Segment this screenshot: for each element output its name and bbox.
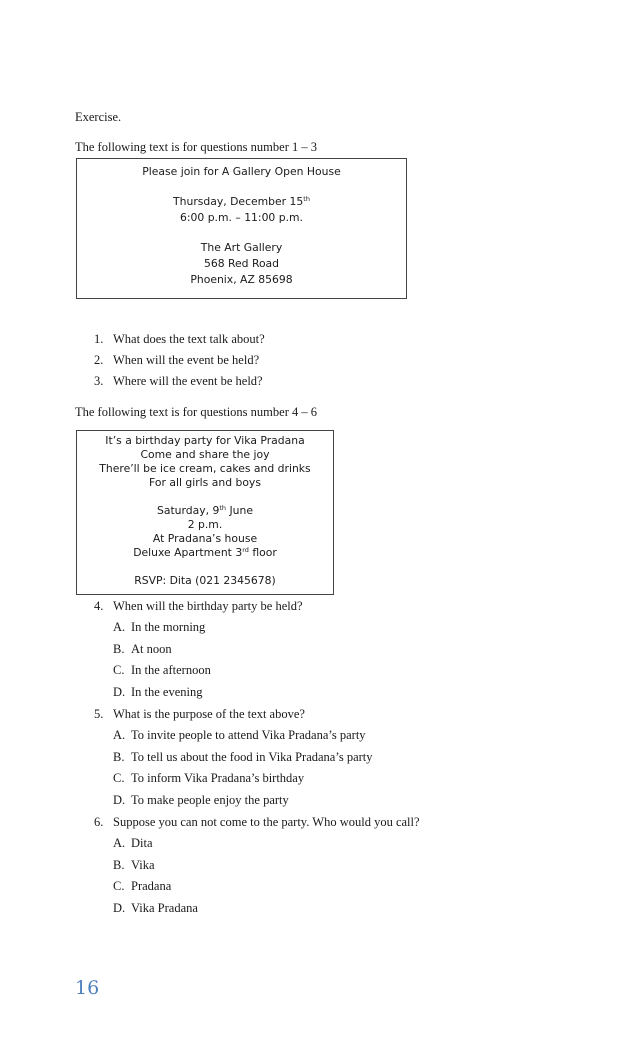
option-text: Pradana [131, 879, 172, 893]
invite-apartment: Deluxe Apartment 3rd floor [133, 546, 277, 559]
option-text: To make people enjoy the party [131, 793, 289, 807]
invite-rsvp: RSVP: Dita (021 2345678) [134, 574, 276, 587]
section1-intro: The following text is for questions number 1 – 3 [75, 140, 317, 154]
option-text: In the evening [131, 685, 203, 699]
notice-invite-line: Please join for A Gallery Open House [142, 165, 341, 178]
question-text: What does the text talk about? [113, 332, 265, 346]
option-letter: C. [113, 663, 125, 677]
question-item: 2. [94, 353, 104, 367]
option-letter: B. [113, 642, 125, 656]
option-letter: D. [113, 793, 126, 807]
invite-line-4: For all girls and boys [149, 476, 261, 489]
option-text: In the afternoon [131, 663, 211, 677]
option-letter: A. [113, 728, 126, 742]
option-letter: C. [113, 879, 125, 893]
invite-place: At Pradana’s house [152, 532, 258, 545]
option-letter: D. [113, 901, 126, 915]
notice-city: Phoenix, AZ 85698 [190, 273, 293, 286]
question-text: When will the event be held? [113, 353, 260, 367]
question-text: Where will the event be held? [113, 374, 263, 388]
question-text: When will the birthday party be held? [113, 599, 303, 613]
question-text: Suppose you can not come to the party. Who would you call? [113, 815, 420, 829]
invite-line-1: It’s a birthday party for Vika Pradana [105, 434, 305, 447]
option-text: Dita [131, 836, 153, 850]
option-letter: D. [113, 685, 126, 699]
gallery-notice-box [76, 158, 407, 299]
option-text: Vika Pradana [131, 901, 198, 915]
question-number: 5. [94, 707, 104, 721]
option-letter: C. [113, 771, 125, 785]
question-item: 1. [94, 332, 104, 346]
question-number: 6. [94, 815, 104, 829]
option-letter: A. [113, 836, 126, 850]
option-text: To inform Vika Pradana’s birthday [131, 771, 305, 785]
option-letter: A. [113, 620, 126, 634]
option-letter: B. [113, 858, 125, 872]
option-text: To tell us about the food in Vika Pradana’s party [131, 750, 373, 764]
birthday-invite-box [76, 430, 334, 595]
invite-time: 2 p.m. [187, 518, 223, 531]
notice-time: 6:00 p.m. – 11:00 p.m. [180, 211, 303, 224]
question-number: 4. [94, 599, 104, 613]
exercise-heading: Exercise. [75, 110, 122, 124]
page-number: 16 [75, 977, 100, 999]
invite-line-2: Come and share the joy [140, 448, 270, 461]
section2-intro: The following text is for questions number 4 – 6 [75, 405, 317, 419]
invite-date: Saturday, 9th June [156, 504, 253, 517]
notice-street: 568 Red Road [203, 257, 280, 270]
option-text: In the morning [131, 620, 206, 634]
option-letter: B. [113, 750, 125, 764]
question-text: What is the purpose of the text above? [113, 707, 305, 721]
option-text: At noon [131, 642, 172, 656]
invite-line-3: There’ll be ice cream, cakes and drinks [99, 462, 311, 475]
notice-date: Thursday, December 15th [173, 195, 310, 208]
question-item: 3. [94, 374, 104, 388]
option-text: Vika [131, 858, 155, 872]
option-text: To invite people to attend Vika Pradana’s party [131, 728, 366, 742]
notice-venue: The Art Gallery [200, 241, 283, 254]
